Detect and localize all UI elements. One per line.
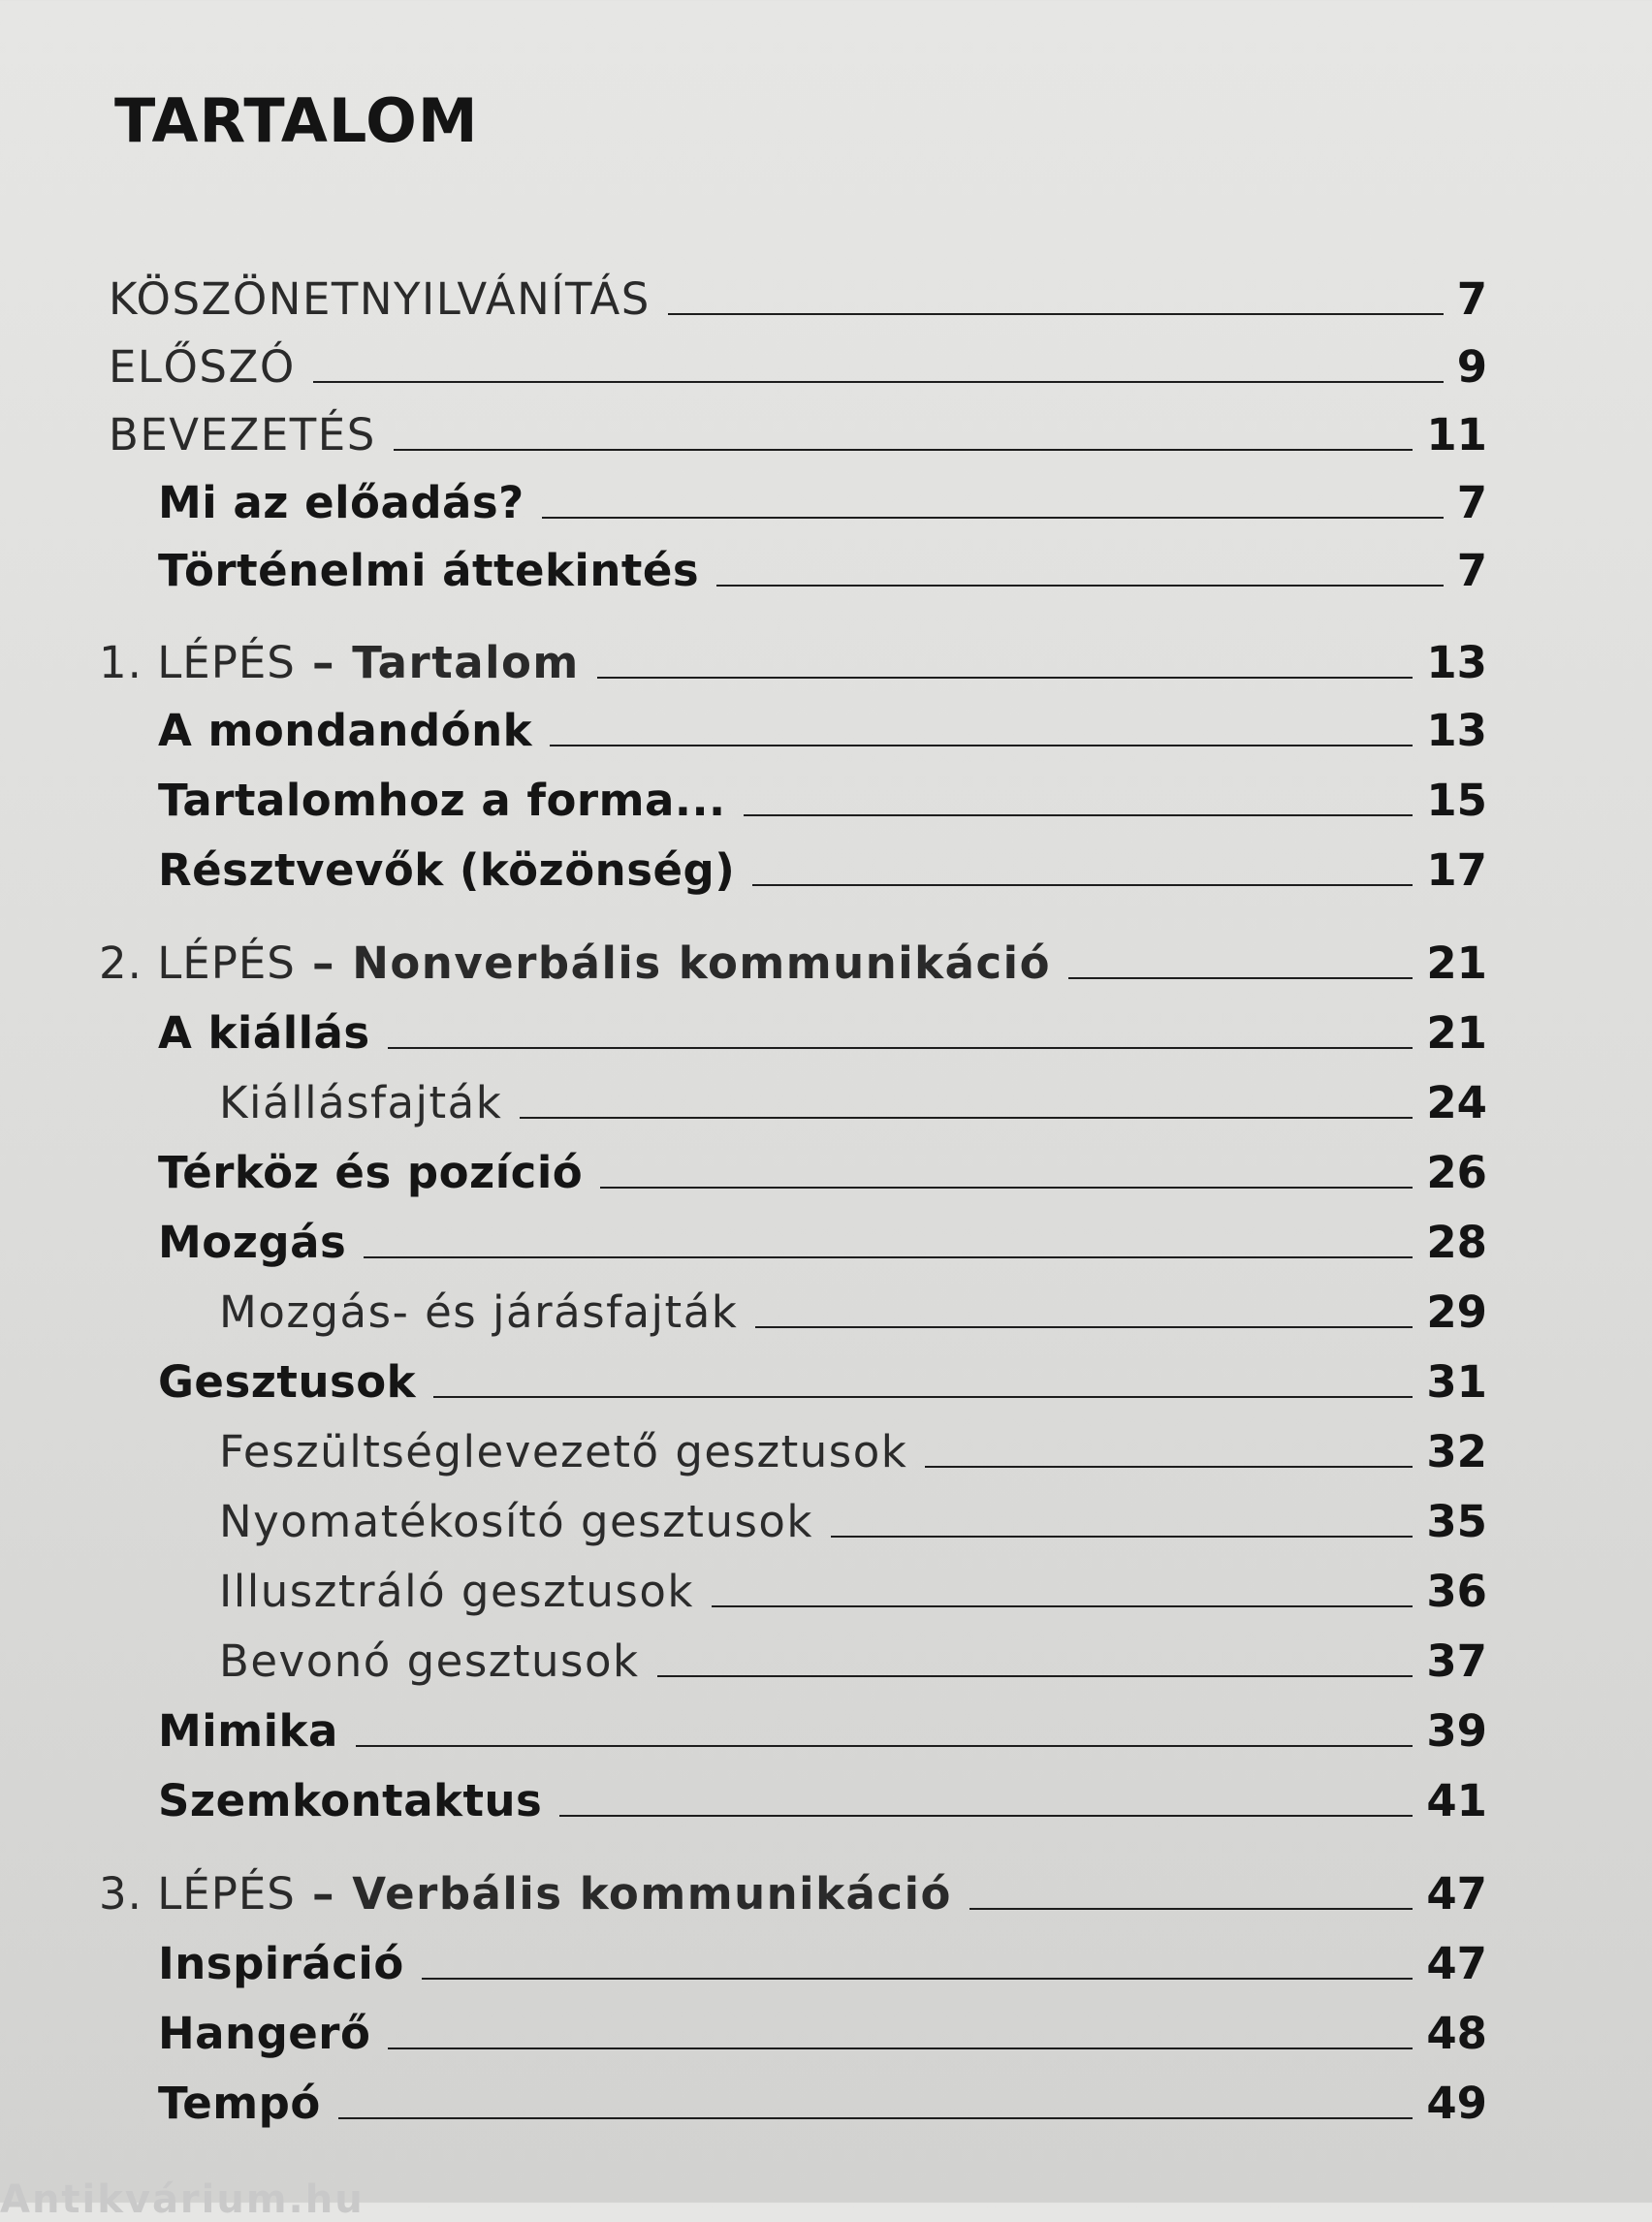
- toc-page-number: 32: [1426, 1426, 1487, 1477]
- toc-entry-label: Feszültséglevezető gesztusok: [219, 1426, 908, 1477]
- toc-entry: [0, 1557, 1652, 1627]
- toc-step-number: 2. LÉPÉS: [99, 937, 296, 989]
- toc-leader-line: [755, 1326, 1413, 1328]
- toc-entry-label: KÖSZÖNETNYILVÁNÍTÁS: [109, 273, 651, 325]
- toc-leader-line: [597, 677, 1413, 679]
- toc-leader-line: [550, 745, 1413, 746]
- toc-entry-label: ELŐSZÓ: [109, 341, 296, 393]
- toc-step-dash: –: [295, 937, 353, 989]
- toc-entry-label: Szemkontaktus: [158, 1775, 543, 1826]
- toc-leader-line: [657, 1675, 1413, 1677]
- toc-entry: [0, 1348, 1652, 1417]
- toc-page-number: 13: [1426, 705, 1487, 756]
- toc-page-number: 21: [1426, 937, 1487, 989]
- toc-entry: [0, 696, 1652, 766]
- toc-leader-line: [433, 1396, 1413, 1398]
- toc-page-number: 49: [1426, 2078, 1487, 2129]
- toc-entry-label: [99, 1868, 952, 1920]
- toc-entry: [0, 1766, 1652, 1836]
- toc-leader-line: [388, 2047, 1413, 2049]
- toc-page-number: 7: [1456, 477, 1487, 528]
- toc-entry: [0, 929, 1652, 999]
- toc-page-number: 39: [1426, 1705, 1487, 1757]
- toc-entry-label: [99, 937, 1051, 989]
- toc-leader-line: [520, 1117, 1413, 1119]
- toc-page-number: 26: [1426, 1147, 1487, 1198]
- toc-entry-label: Tartalomhoz a forma...: [158, 775, 726, 826]
- toc-leader-line: [364, 1256, 1413, 1258]
- toc-step-title: Verbális kommunikáció: [352, 1868, 952, 1920]
- toc-entry: [0, 468, 1652, 538]
- toc-page-number: 7: [1456, 545, 1487, 596]
- toc-entry: [0, 1999, 1652, 2069]
- toc-step-title: Nonverbális kommunikáció: [352, 937, 1051, 989]
- toc-entry: [0, 265, 1652, 334]
- toc-entry: [0, 1859, 1652, 1929]
- toc-leader-line: [969, 1908, 1413, 1910]
- toc-page-number: 11: [1426, 409, 1487, 460]
- toc-leader-line: [925, 1466, 1413, 1468]
- toc-leader-line: [744, 814, 1413, 816]
- toc-entry: [0, 400, 1652, 470]
- toc-page-number: 37: [1426, 1635, 1487, 1687]
- toc-page-number: 47: [1426, 1938, 1487, 1989]
- toc-page-number: 29: [1426, 1286, 1487, 1338]
- toc-page-number: 24: [1426, 1077, 1487, 1128]
- toc-page-number: 47: [1426, 1868, 1487, 1920]
- toc-entry: [0, 333, 1652, 402]
- toc-page-number: 41: [1426, 1775, 1487, 1826]
- toc-entry-label: Nyomatékosító gesztusok: [219, 1496, 813, 1547]
- toc-step-dash: –: [295, 637, 353, 688]
- toc-entry-label: Résztvevők (közönség): [158, 844, 736, 896]
- toc-leader-line: [394, 449, 1413, 451]
- page-title: TARTALOM: [114, 85, 479, 156]
- toc-entry: [0, 628, 1652, 698]
- toc-step-number: 1. LÉPÉS: [99, 637, 296, 688]
- toc-leader-line: [831, 1536, 1413, 1538]
- toc-leader-line: [356, 1745, 1413, 1747]
- toc-entry: [0, 766, 1652, 836]
- toc-entry-label: Kiállásfajták: [219, 1077, 503, 1128]
- toc-entry: [0, 836, 1652, 905]
- toc-entry-label: Történelmi áttekintés: [158, 545, 700, 596]
- toc-page-number: 7: [1456, 273, 1487, 325]
- toc-entry-label: BEVEZETÉS: [109, 409, 376, 460]
- toc-entry-label: Gesztusok: [158, 1356, 417, 1408]
- toc-leader-line: [600, 1187, 1413, 1189]
- toc-step-dash: –: [295, 1868, 353, 1920]
- toc-entry: [0, 1929, 1652, 1999]
- watermark: Antikvárium.hu: [0, 2177, 365, 2222]
- toc-entry-label: Tempó: [158, 2078, 321, 2129]
- toc-leader-line: [422, 1978, 1413, 1980]
- toc-step-number: 3. LÉPÉS: [99, 1868, 296, 1920]
- toc-page-number: 36: [1426, 1566, 1487, 1617]
- toc-entry: [0, 999, 1652, 1068]
- toc-entry-label: Mozgás- és járásfajták: [219, 1286, 739, 1338]
- toc-page-number: 31: [1426, 1356, 1487, 1408]
- toc-entry-label: A mondandónk: [158, 705, 533, 756]
- toc-entry-label: [99, 637, 580, 688]
- toc-page-number: 13: [1426, 637, 1487, 688]
- toc-step-title: Tartalom: [352, 637, 580, 688]
- toc-entry: [0, 536, 1652, 606]
- toc-entry: [0, 1627, 1652, 1697]
- toc-leader-line: [338, 2117, 1413, 2119]
- toc-entry-label: Térköz és pozíció: [158, 1147, 584, 1198]
- toc-page-number: 28: [1426, 1217, 1487, 1268]
- toc-page-number: 17: [1426, 844, 1487, 896]
- toc-entry-label: Hangerő: [158, 2008, 371, 2059]
- toc-entry: [0, 1208, 1652, 1278]
- toc-entry: [0, 1278, 1652, 1348]
- toc-leader-line: [559, 1815, 1413, 1817]
- toc-page-number: 15: [1426, 775, 1487, 826]
- toc-entry: [0, 1697, 1652, 1766]
- toc-page-number: 9: [1456, 341, 1487, 393]
- toc-entry: [0, 2069, 1652, 2139]
- toc-leader-line: [1068, 977, 1413, 979]
- toc-page-number: 48: [1426, 2008, 1487, 2059]
- toc-entry: [0, 1487, 1652, 1557]
- toc-entry-label: Mi az előadás?: [158, 477, 524, 528]
- toc-entry-label: Bevonó gesztusok: [219, 1635, 640, 1687]
- toc-leader-line: [668, 313, 1444, 315]
- toc-entry-label: Mozgás: [158, 1217, 347, 1268]
- toc-entry: [0, 1068, 1652, 1138]
- toc-leader-line: [716, 585, 1444, 587]
- toc-leader-line: [388, 1047, 1413, 1049]
- toc-entry: [0, 1138, 1652, 1208]
- toc-page-number: 21: [1426, 1007, 1487, 1059]
- toc-entry-label: Inspiráció: [158, 1938, 404, 1989]
- toc-entry-label: Mimika: [158, 1705, 338, 1757]
- toc-leader-line: [542, 517, 1444, 519]
- toc-entry-label: Illusztráló gesztusok: [219, 1566, 694, 1617]
- toc-entry-label: A kiállás: [158, 1007, 370, 1059]
- toc-page-number: 35: [1426, 1496, 1487, 1547]
- toc-leader-line: [712, 1605, 1413, 1607]
- toc-entry: [0, 1417, 1652, 1487]
- toc-leader-line: [313, 381, 1444, 383]
- toc-leader-line: [752, 884, 1413, 886]
